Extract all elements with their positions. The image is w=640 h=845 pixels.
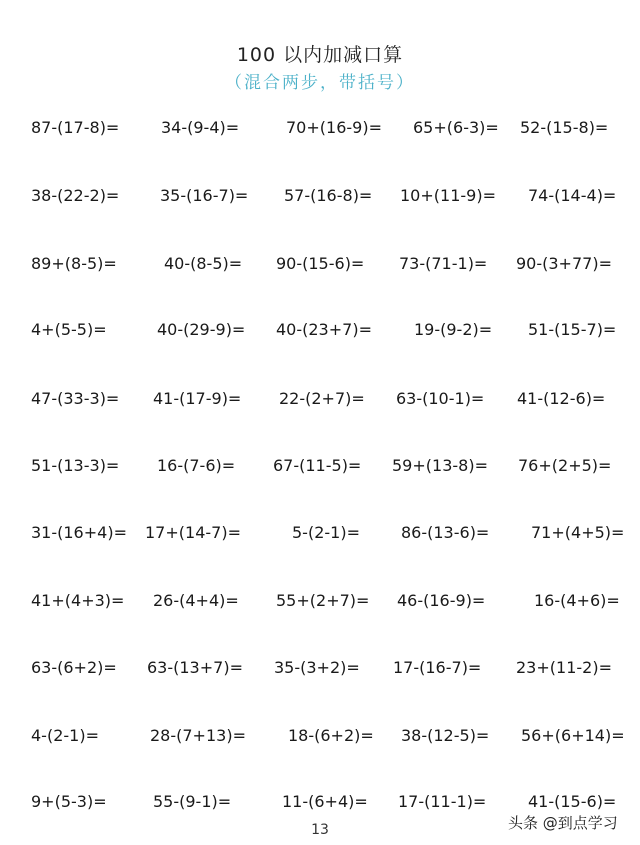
- problem: 70+(16-9)=: [286, 118, 382, 137]
- problem: 35-(3+2)=: [274, 658, 360, 677]
- problem: 41-(15-6)=: [528, 792, 617, 811]
- problem: 41+(4+3)=: [31, 591, 125, 610]
- problem: 4+(5-5)=: [31, 320, 107, 339]
- problem: 71+(4+5)=: [531, 523, 625, 542]
- problem: 65+(6-3)=: [413, 118, 499, 137]
- problem: 73-(71-1)=: [399, 254, 488, 273]
- problem: 41-(17-9)=: [153, 389, 242, 408]
- problem: 57-(16-8)=: [284, 186, 373, 205]
- problem: 90-(3+77)=: [516, 254, 612, 273]
- problem: 38-(22-2)=: [31, 186, 120, 205]
- problem: 87-(17-8)=: [31, 118, 120, 137]
- problem: 17-(11-1)=: [398, 792, 487, 811]
- problem: 63-(10-1)=: [396, 389, 485, 408]
- problem: 67-(11-5)=: [273, 456, 362, 475]
- problem: 22-(2+7)=: [279, 389, 365, 408]
- problem: 40-(29-9)=: [157, 320, 246, 339]
- problem: 17-(16-7)=: [393, 658, 482, 677]
- problem: 47-(33-3)=: [31, 389, 120, 408]
- problem: 63-(13+7)=: [147, 658, 243, 677]
- problem: 55+(2+7)=: [276, 591, 370, 610]
- source-watermark: 头条 @到点学习: [508, 814, 618, 832]
- page-title: 100 以内加减口算: [236, 44, 404, 66]
- problem: 18-(6+2)=: [288, 726, 374, 745]
- problem: 90-(15-6)=: [276, 254, 365, 273]
- problem: 55-(9-1)=: [153, 792, 232, 811]
- problem: 10+(11-9)=: [400, 186, 496, 205]
- problem: 16-(7-6)=: [157, 456, 236, 475]
- problem: 86-(13-6)=: [401, 523, 490, 542]
- problem: 28-(7+13)=: [150, 726, 246, 745]
- problem: 46-(16-9)=: [397, 591, 486, 610]
- problem: 59+(13-8)=: [392, 456, 488, 475]
- problem: 76+(2+5)=: [518, 456, 612, 475]
- problem: 5-(2-1)=: [292, 523, 360, 542]
- page-number: 13: [311, 822, 329, 838]
- problem: 26-(4+4)=: [153, 591, 239, 610]
- problem: 31-(16+4)=: [31, 523, 127, 542]
- page-subtitle: （混合两步，带括号）: [225, 73, 415, 93]
- problem: 74-(14-4)=: [528, 186, 617, 205]
- problem: 4-(2-1)=: [31, 726, 99, 745]
- problem: 56+(6+14)=: [521, 726, 625, 745]
- problem: 23+(11-2)=: [516, 658, 612, 677]
- problem: 40-(8-5)=: [164, 254, 243, 273]
- problem: 16-(4+6)=: [534, 591, 620, 610]
- problem: 19-(9-2)=: [414, 320, 493, 339]
- problem: 40-(23+7)=: [276, 320, 372, 339]
- problem: 11-(6+4)=: [282, 792, 368, 811]
- problem: 9+(5-3)=: [31, 792, 107, 811]
- problem: 63-(6+2)=: [31, 658, 117, 677]
- problem: 17+(14-7)=: [145, 523, 241, 542]
- problem: 51-(15-7)=: [528, 320, 617, 339]
- problem: 89+(8-5)=: [31, 254, 117, 273]
- problem: 41-(12-6)=: [517, 389, 606, 408]
- problem: 52-(15-8)=: [520, 118, 609, 137]
- problem: 34-(9-4)=: [161, 118, 240, 137]
- problem: 38-(12-5)=: [401, 726, 490, 745]
- problem: 35-(16-7)=: [160, 186, 249, 205]
- problem: 51-(13-3)=: [31, 456, 120, 475]
